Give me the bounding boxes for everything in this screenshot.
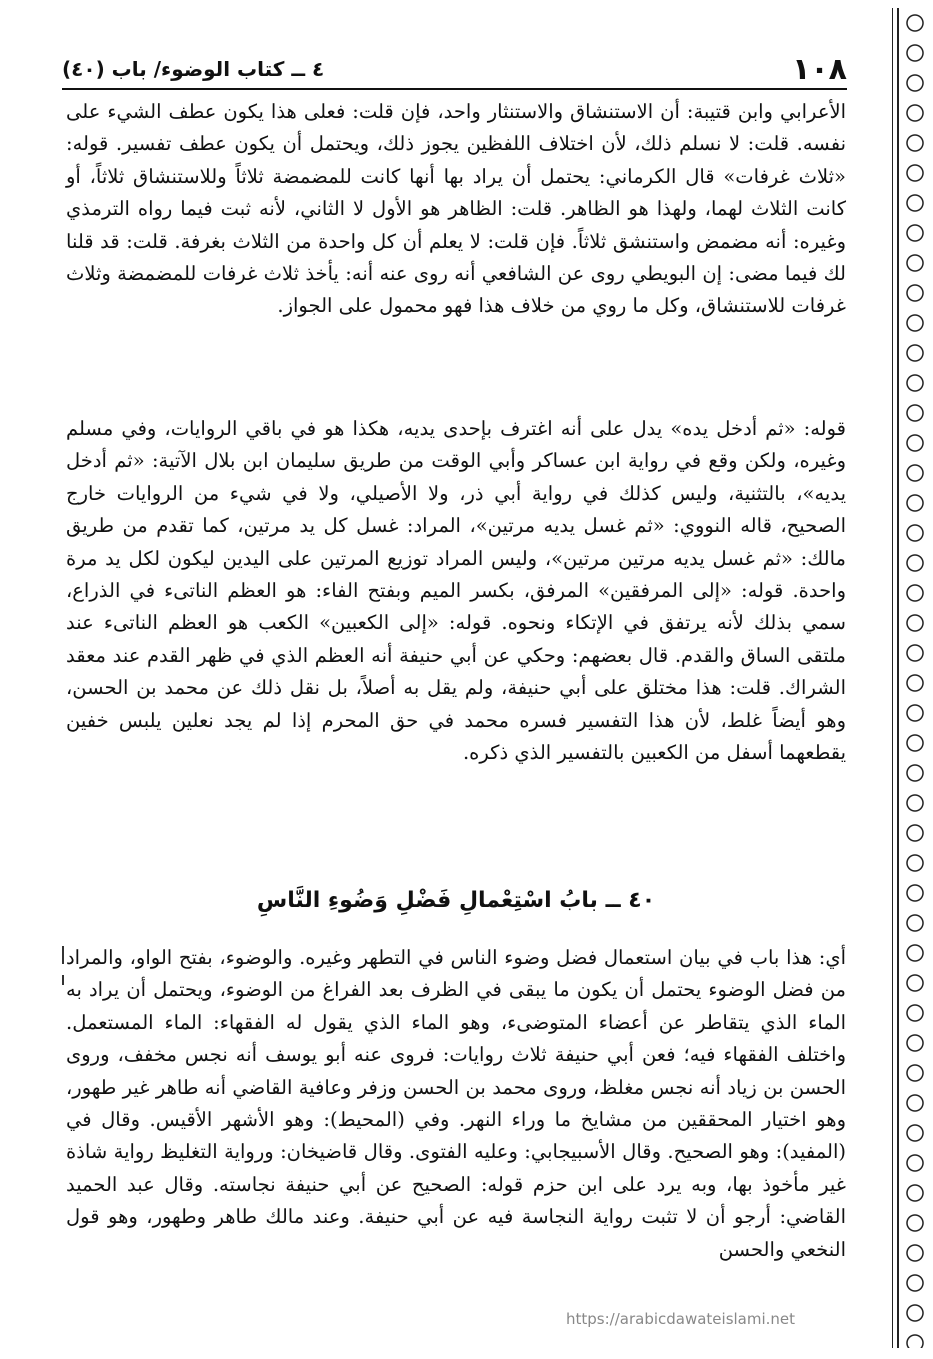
page-header bbox=[62, 50, 847, 90]
paragraph-1-text: الأعرابي وابن قتيبة: أن الاستنشاق والاستنثار واحد، فإن قلت: فعلى هذا يكون عطف الشيء على نفسه. قلت: لا نسلم ذلك، لأن اختلاف اللفظين يجوز ذلك، ويحتمل أن يكون عطف تفسير. قوله: «ثلاث غرفات» قال الكرماني: يحتمل أن يراد بها أنها كانت للمضمضة ثلاثاً وللاستنشاق ثلاثاً، أو كانت الثلاث لهما، ولهذا هو الظاهر. قلت: الظاهر هو الأول لا الثاني، لأنه ثبت فيما رواه الترمذي وغيره: أنه مضمض واستنشق ثلاثاً. فإن قلت: لا يعلم أن كل واحدة من الثلاث بغرفة. قلت: قد قلنا لك فيما مضى: إن البويطي روى عن الشافعي أنه روى عنه أنه: يأخذ ثلاث غرفات للمضمضة وثلاث غرفات للاستنشاق، وكل ما روي من خلاف هذا فهو محمول على الجواز. bbox=[66, 100, 846, 318]
paragraph-3 bbox=[66, 942, 846, 1266]
paragraph-1 bbox=[66, 96, 846, 323]
margin-mark bbox=[62, 946, 64, 964]
watermark-url: https://arabicdawateislami.net bbox=[566, 1310, 796, 1328]
margin-mark bbox=[62, 975, 64, 985]
paragraph-3-text: أي: هذا باب في بيان استعمال فضل وضوء الناس في التطهر وغيره. والوضوء، بفتح الواو، والمراد من فضل الوضوء يحتمل أن يكون ما يبقى في الظرف بعد الفراغ من الوضوء، ويحتمل أن يراد به الماء الذي يتقاطر عن أعضاء المتوضىء، وهو الماء الذي يقول له الفقهاء: الماء المستعمل. واختلف الفقهاء فيه؛ فعن أبي حنيفة ثلاث روايات: فروى عنه أبو يوسف أنه نجس مخفف، وروى الحسن بن زياد أنه نجس مغلظ، وروى محمد بن الحسن وزفر وعافية القاضي أنه طاهر غير طهور، وهو اختيار المحققين من مشايخ ما وراء النهر. وفي (المحيط): وهو الأشهر الأقيس. وقال في (المفيد): وهو الصحيح. وقال الأسبيجابي: وعليه الفتوى. وقال قاضيخان: ورواية التغليظ رواية شاذة غير مأخوذ بها، وبه يرد على ابن حزم قوله: الصحيح عن أبي حنيفة نجاسته. وقال عبد الحميد القاضي: أرجو أن لا تثبت رواية النجاسة فيه عن أبي حنيفة. وعند مالك طاهر وطهور، وهو قول النخعي والحسن bbox=[66, 946, 846, 1261]
page-border-inner-line bbox=[891, 8, 893, 1348]
paragraph-2 bbox=[66, 413, 846, 769]
chapter-title: ٤٠ ــ بابُ اسْتِعْمالِ فَضْلِ وَضُوءِ النَّاسِ bbox=[256, 888, 656, 913]
page-border-line bbox=[895, 8, 899, 1348]
page-border-scallop bbox=[905, 8, 925, 1348]
page-number: ١٠٨ bbox=[792, 51, 847, 87]
paragraph-2-text: قوله: «ثم أدخل يده» يدل على أنه اغترف بإحدى يديه، هكذا هو في باقي الروايات، وفي مسلم وغيره، ولكن وقع في رواية ابن عساكر وأبي الوقت من طريق سليمان ابن بلال الآتية: «ثم أدخل يديه»، بالتثنية، وليس كذلك في رواية أبي ذر، ولا الأصيلي، ولا في شيء من الروايات خارج الصحيح، قاله النووي: «ثم غسل يديه مرتين»، المراد: غسل كل يد مرتين، كما تقدم من طريق مالك: «ثم غسل يديه مرتين مرتين»، وليس المراد توزيع المرتين على اليدين ليكون لكل يد مرة واحدة. قوله: «إلى المرفقين» المرفق، بكسر الميم وبفتح الفاء: هو العظم الناتىء في الذراع، سمي بذلك لأنه يرتفق في الإتكاء ونحوه. قوله: «إلى الكعبين» الكعب هو العظم الناتىء عند ملتقى الساق والقدم. قال بعضهم: وحكي عن أبي حنيفة أنه العظم الذي في ظهر القدم عند معقد الشراك. قلت: هذا مختلق على أبي حنيفة، ولم يقل به أصلاً، بل نقل ذلك عن محمد بن الحسن، وهو أيضاً غلط، لأن هذا التفسير فسره محمد في حق المحرم إذا لم يجد نعلين يلبس خفين يقطعهما أسفل من الكعبين بالتفسير الذي ذكره. bbox=[66, 417, 846, 765]
running-head: ٤ ــ كتاب الوضوء/ باب (٤٠) bbox=[62, 57, 325, 81]
